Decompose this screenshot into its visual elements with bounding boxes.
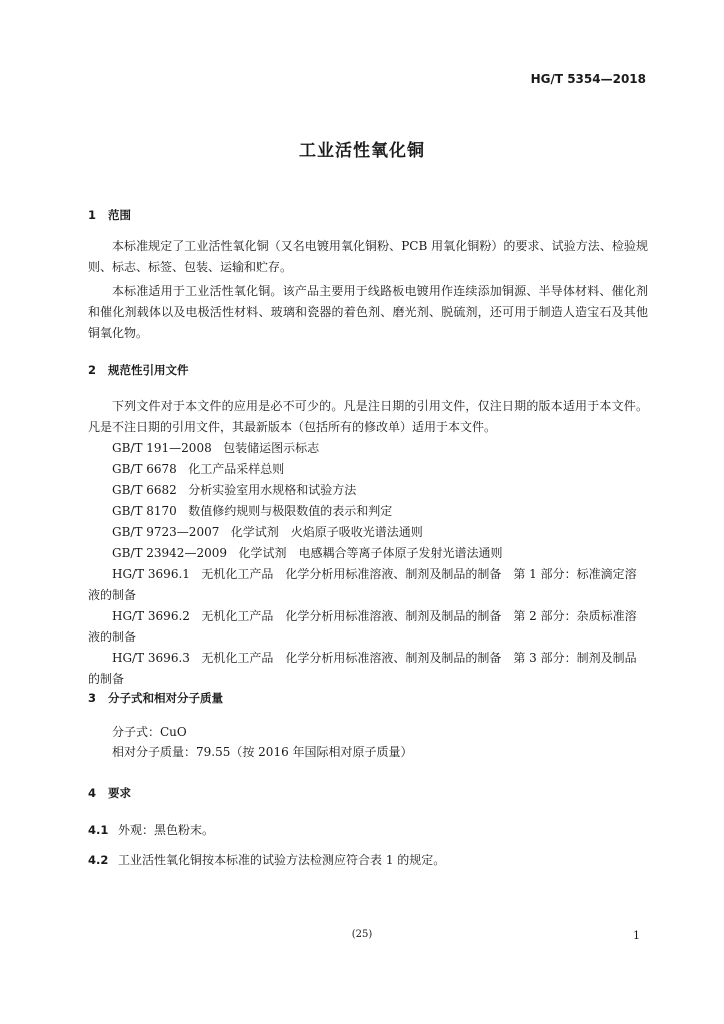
reference-item (88, 501, 648, 522)
clause-4-2 (88, 850, 445, 871)
clause-text: 外观：黑色粉末。 (118, 823, 215, 837)
scope-paragraph-1: 本标准规定了工业活性氧化铜（又名电镀用氧化铜粉、PCB 用氧化铜粉）的要求、试验方法、检验规则、标志、标签、包装、运输和贮存。 (88, 239, 648, 274)
section-title: 范围 (108, 208, 131, 222)
document-title: 工业活性氧化铜 (299, 141, 425, 161)
reference-item (88, 438, 648, 459)
reference-title: 化学试剂 火焰原子吸收光谱法通则 (230, 525, 423, 539)
reference-code: HG/T 3696.3 (112, 651, 190, 665)
section-3-heading (88, 690, 223, 706)
reference-code: GB/T 8170 (112, 504, 177, 518)
clause-number: 4.1 (88, 823, 109, 837)
reference-title: 化学试剂 电感耦合等离子体原子发射光谱法通则 (238, 546, 503, 560)
page-number: 1 (633, 929, 640, 942)
reference-code: HG/T 3696.1 (112, 567, 190, 581)
folio-number: (25) (351, 929, 373, 940)
section-number: 3 (88, 691, 97, 705)
reference-title: 无机化工产品 化学分析用标准溶液、制剂及制品的制备 第 3 部分：制剂及制品的制备 (88, 651, 637, 686)
reference-title: 无机化工产品 化学分析用标准溶液、制剂及制品的制备 第 2 部分：杂质标准溶液的制备 (88, 609, 637, 644)
reference-title: 无机化工产品 化学分析用标准溶液、制剂及制品的制备 第 1 部分：标准滴定溶液的制备 (88, 567, 637, 602)
standard-code: HG/T 5354—2018 (530, 72, 646, 86)
section-2-heading (88, 362, 189, 378)
reference-title: 包装储运图示标志 (223, 441, 320, 455)
clause-text: 工业活性氧化铜按本标准的试验方法检测应符合表 1 的规定。 (118, 853, 446, 867)
molecular-formula: 分子式：CuO (112, 725, 187, 739)
reference-code: HG/T 3696.2 (112, 609, 190, 623)
reference-item (88, 564, 648, 606)
reference-title: 分析实验室用水规格和试验方法 (188, 483, 357, 497)
reference-code: GB/T 191—2008 (112, 441, 212, 455)
section-4-heading (88, 785, 131, 801)
reference-code: GB/T 6678 (112, 462, 177, 476)
relative-molecular-mass: 相对分子质量：79.55（按 2016 年国际相对原子质量） (112, 745, 413, 759)
section-number: 1 (88, 208, 97, 222)
scope-paragraph-2: 本标准适用于工业活性氧化铜。该产品主要用于线路板电镀用作连续添加铜源、半导体材料、催化剂和催化剂载体以及电极活性材料、玻璃和瓷器的着色剂、磨光剂、脱硫剂，还可用于制造人造宝石及其他铜氧化物。 (88, 284, 648, 340)
section-title: 分子式和相对分子质量 (108, 691, 223, 705)
reference-item (88, 606, 648, 648)
reference-code: GB/T 23942—2009 (112, 546, 227, 560)
section-number: 2 (88, 363, 97, 377)
reference-item (88, 648, 648, 690)
reference-item (88, 459, 648, 480)
section-title: 要求 (108, 786, 131, 800)
section-number: 4 (88, 786, 97, 800)
references-intro: 下列文件对于本文件的应用是必不可少的。凡是注日期的引用文件，仅注日期的版本适用于本文件。凡是不注日期的引用文件，其最新版本（包括所有的修改单）适用于本文件。 (88, 399, 648, 434)
section-1-heading (88, 207, 131, 223)
section-title: 规范性引用文件 (108, 363, 189, 377)
clause-4-1 (88, 820, 214, 841)
reference-item (88, 480, 648, 501)
reference-title: 数值修约规则与极限数值的表示和判定 (188, 504, 393, 518)
reference-item (88, 543, 648, 564)
reference-code: GB/T 6682 (112, 483, 177, 497)
clause-number: 4.2 (88, 853, 109, 867)
reference-item (88, 522, 648, 543)
reference-title: 化工产品采样总则 (188, 462, 285, 476)
reference-code: GB/T 9723—2007 (112, 525, 220, 539)
